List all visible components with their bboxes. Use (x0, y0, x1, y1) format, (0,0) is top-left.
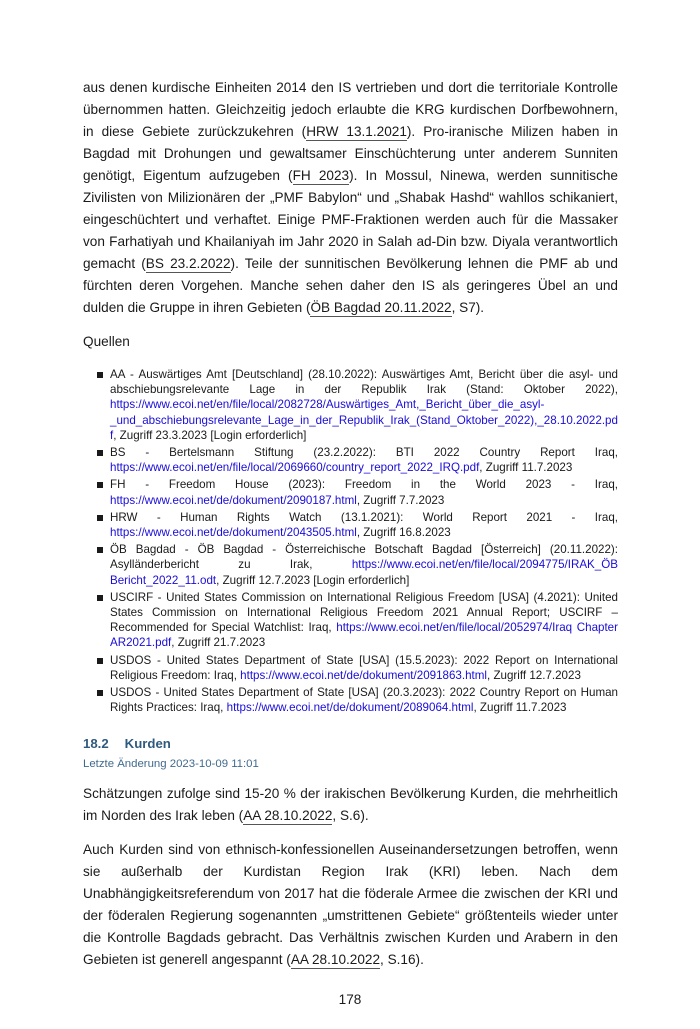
source-text: HRW - Human Rights Watch (13.1.2021): World Report 2021 - Iraq, (110, 510, 618, 524)
source-text: USCIRF - United States Commission on International Religious Freedom [USA] (4.2021): United States Commission on International Religious Freedom 2021 Annual Report; USCIRF – Recommended for Special Watchlist: Iraq, (110, 590, 618, 635)
source-item (110, 653, 618, 683)
source-text: BS - Bertelsmann Stiftung (23.2.2022): BTI 2022 Country Report Iraq, (110, 446, 618, 460)
source-text: AA - Auswärtiges Amt [Deutschland] (28.10.2022): Auswärtiges Amt, Bericht über die asyl- und abschiebungsrelevante Lage in der Republik Irak (Stand: Oktober 2022), (110, 368, 618, 397)
source-url-link[interactable]: https://www.ecoi.net/de/dokument/2091863.html (240, 668, 488, 682)
source-access-date: , Zugriff 16.8.2023 (356, 526, 451, 540)
section-number: 18.2 (83, 736, 109, 752)
source-item (110, 590, 618, 651)
source-access-date: , Zugriff 7.7.2023 (356, 493, 445, 507)
paragraph-text: , S.6). (332, 808, 369, 824)
paragraph-text: , S7). (451, 300, 485, 315)
bullet-icon (97, 547, 103, 553)
source-url-link[interactable]: https://www.ecoi.net/en/file/local/2094775/IRAK_ÖB Bericht_2022_11.odt (110, 558, 618, 587)
paragraph-text: Schätzungen zufolge sind 15-20 % der irakischen Bevölkerung Kurden, die mehrheitlich im Norden des Irak leben ( (83, 786, 618, 824)
section-title: Kurden (124, 736, 171, 752)
paragraph-text: ). Pro-iranische Milizen haben in Bagdad mit Drohungen und gewaltsamer Einschüchterung unter anderem Sunniten genötigt, Eigentum aufzugeben ( (83, 124, 618, 183)
source-text: FH - Freedom House (2023): Freedom in the World 2023 - Iraq, (110, 478, 618, 492)
source-item (110, 510, 618, 540)
citation-link[interactable]: AA 28.10.2022 (243, 808, 333, 824)
paragraph-text: Auch Kurden sind von ethnisch-konfessionellen Auseinandersetzungen betroffen, wenn sie außerhalb der Kurdistan Region Irak (KRI) leben. Nach dem Unabhängigkeitsreferendum von 2017 hat die föderale Armee die zwischen der KRI und der föderalen Regierung sogenannten „umstrittenen Gebiete“ größtenteils wieder unter die Kontrolle Bagdads gebracht. Das Verhältnis zwischen Kurden und Arabern in den Gebieten ist generell angespannt ( (83, 842, 618, 968)
source-item (110, 445, 618, 475)
source-item (110, 477, 618, 507)
source-text: ÖB Bagdad - ÖB Bagdad - Österreichische Botschaft Bagdad [Österreich] (20.11.2022): Asylländerbericht zu Irak, (110, 543, 618, 572)
last-changed: Letzte Änderung 2023-10-09 11:01 (83, 758, 259, 771)
source-url-link[interactable]: https://www.ecoi.net/en/file/local/2082728/Auswärtiges_Amt,_Bericht_über_die_asyl-_und_abschiebungsrelevante_Lage_in_der_Republik_Irak_(Stand_Oktober_2022),_28.10.2022.pdf (110, 398, 618, 442)
citation-link[interactable]: BS 23.2.2022 (145, 256, 231, 271)
paragraph-kurd-population (83, 783, 618, 827)
bullet-icon (97, 515, 103, 521)
sources-list (83, 367, 618, 715)
source-item (110, 542, 618, 588)
bullet-icon (97, 450, 103, 456)
citation-link[interactable]: HRW 13.1.2021 (306, 124, 407, 139)
source-url-link[interactable]: https://www.ecoi.net/en/file/local/2069660/country_report_2022_IRQ.pdf (110, 461, 480, 475)
section-heading (83, 735, 618, 753)
source-url-link[interactable]: https://www.ecoi.net/en/file/local/2052974/Iraq Chapter AR2021.pdf (110, 621, 618, 650)
source-access-date: , Zugriff 11.7.2023 (479, 461, 573, 475)
source-text: USDOS - United States Department of State [USA] (15.5.2023): 2022 Report on International Religious Freedom: Iraq, (110, 653, 618, 682)
source-access-date: , Zugriff 12.7.2023 [Login erforderlich] (216, 573, 410, 587)
citation-link[interactable]: FH 2023 (292, 168, 350, 183)
source-url-link[interactable]: https://www.ecoi.net/de/dokument/2043505.html (110, 526, 357, 540)
paragraph-text: , S.16). (380, 952, 424, 968)
source-text: USDOS - United States Department of State [USA] (20.3.2023): 2022 Country Report on Human Rights Practices: Iraq, (110, 686, 618, 715)
source-url-link[interactable]: https://www.ecoi.net/de/dokument/2089064.html (226, 701, 474, 715)
bullet-icon (97, 690, 103, 696)
source-access-date: , Zugriff 12.7.2023 (487, 668, 581, 682)
paragraph-sunni-militias (83, 77, 618, 319)
document-page (83, 0, 618, 971)
paragraph-text: ). In Mossul, Ninewa, werden sunnitische Zivilisten von Milizionären der „PMF Babylon“ und „Shabak Hashd“ wahllos schikaniert, eingeschüchtert und verhaftet. Einige PMF-Fraktionen werden auch für die Massaker von Farhatiyah und Khailaniyah im Jahr 2020 in Salah ad-Din bzw. Diyala verantwortlich gemacht ( (83, 168, 618, 271)
source-access-date: , Zugriff 11.7.2023 (473, 701, 567, 715)
source-access-date: , Zugriff 21.7.2023 (171, 636, 266, 650)
paragraph-text: aus denen kurdische Einheiten 2014 den IS vertrieben und dort die territoriale Kontrolle übernommen hatten. Gleichzeitig jedoch erlaubte die KRG kurdischen Dorfbewohnern, in diese Gebiete zurückzukehren ( (83, 80, 618, 139)
bullet-icon (97, 658, 103, 664)
source-url-link[interactable]: https://www.ecoi.net/de/dokument/2090187.html (110, 493, 357, 507)
citation-link[interactable]: ÖB Bagdad 20.11.2022 (310, 300, 452, 315)
source-access-date: , Zugriff 23.3.2023 [Login erforderlich] (113, 428, 307, 442)
bullet-icon (97, 595, 103, 601)
citation-link[interactable]: AA 28.10.2022 (290, 952, 381, 968)
bullet-icon (97, 482, 103, 488)
paragraph-text: ). Teile der sunnitischen Bevölkerung lehnen die PMF ab und fürchten deren Vorgehen. Manche sehen daher den IS als geringeres Übel an und dulden die Gruppe in ihren Gebieten ( (83, 256, 618, 315)
bullet-icon (97, 372, 103, 378)
paragraph-kurd-conflicts (83, 839, 618, 971)
page-number: 178 (338, 992, 362, 1008)
source-item (110, 367, 618, 443)
source-item (110, 685, 618, 715)
sources-label: Quellen (83, 334, 130, 349)
